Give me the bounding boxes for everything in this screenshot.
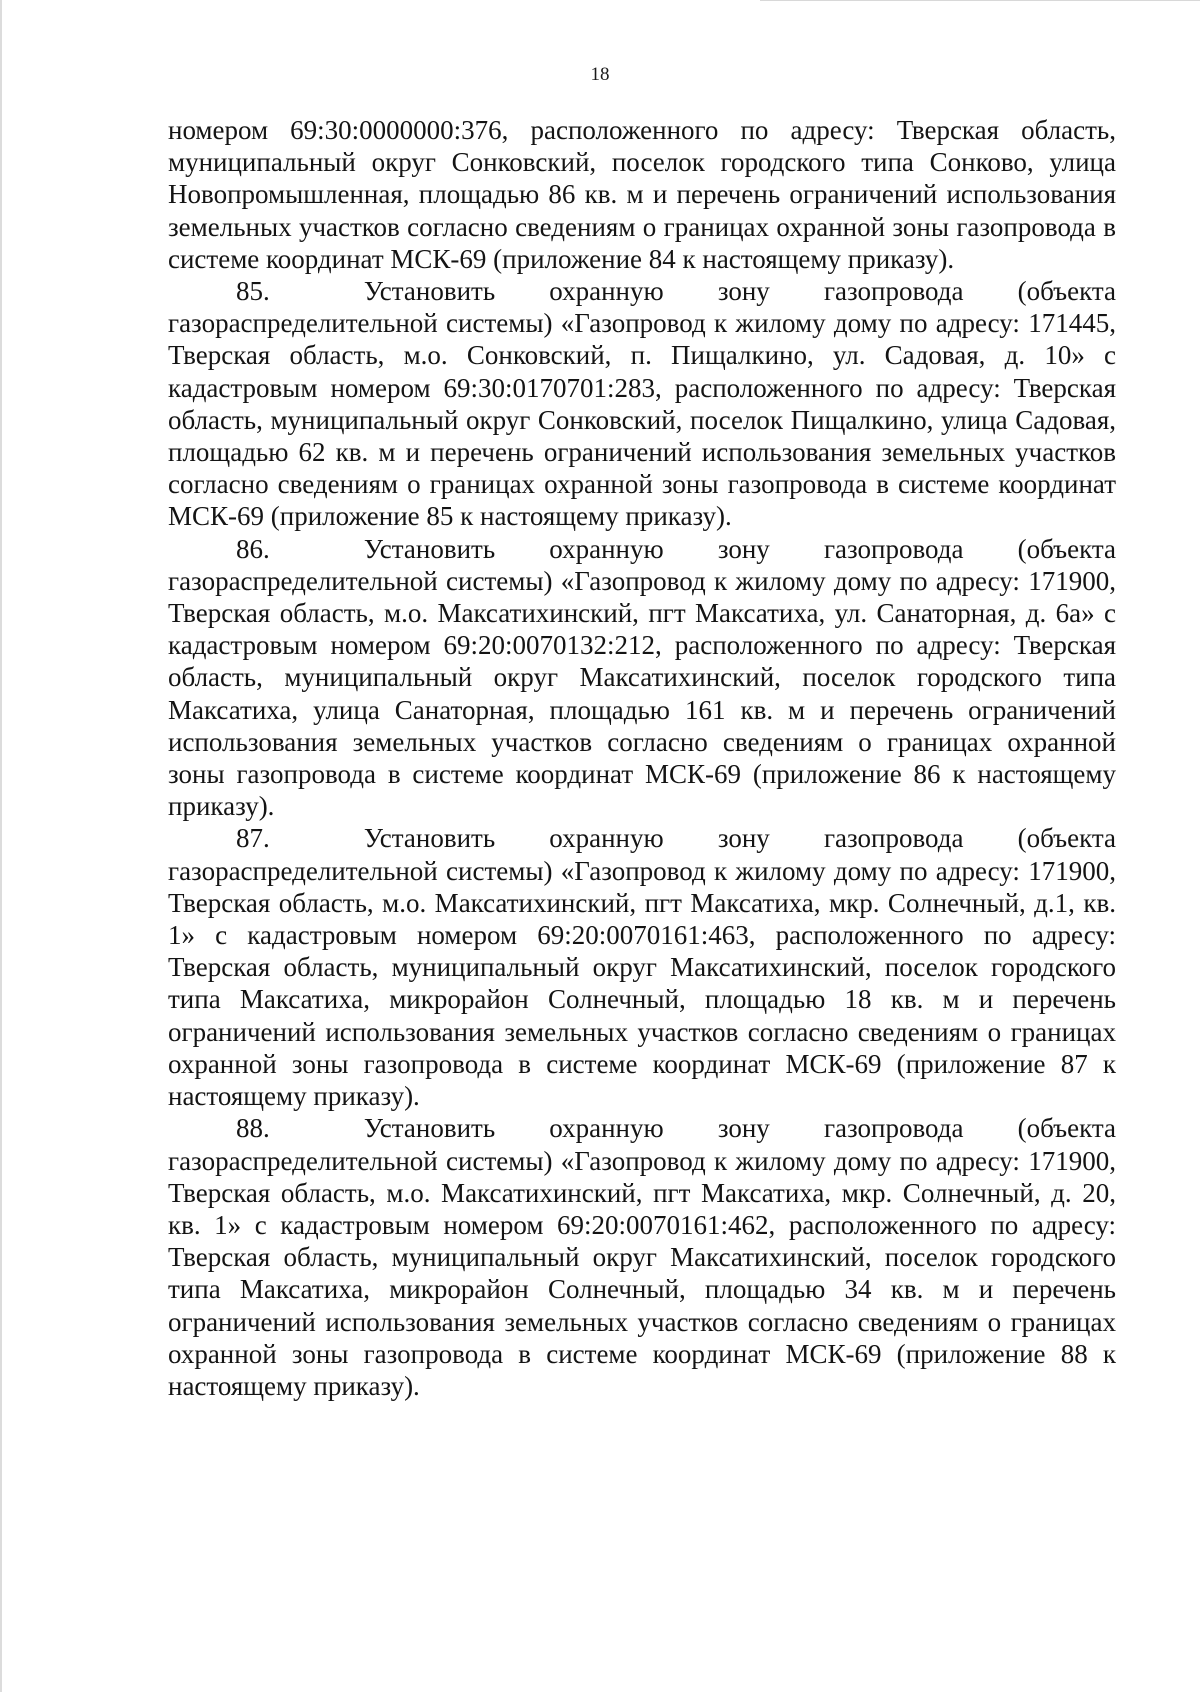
paragraph-item-86	[168, 533, 1116, 823]
item-number: 86.	[236, 533, 270, 564]
paragraph-text: Установить охранную зону газопровода (объекта газораспределительной системы) «Газопровод к жилому дому по адресу: 171900, Тверская область, м.о. Максатихинский, пгт Максатиха, мкр. Солнечный, д. 20, кв. 1» с кадастровым номером 69:20:0070161:462, расположенного по адресу: Тверская область, муниципальный округ Максатихинский, поселок городского типа Максатиха, микрорайон Солнечный, площадью 34 кв. м и перечень ограничений использования земельных участков согласно сведениям о границах охранной зоны газопровода в системе координат МСК-69 (приложение 88 к настоящему приказу).	[168, 1113, 1116, 1401]
item-number: 85.	[236, 276, 270, 307]
paragraph-text: Установить охранную зону газопровода (объекта газораспределительной системы) «Газопровод к жилому дому по адресу: 171900, Тверская область, м.о. Максатихинский, пгт Максатиха, мкр. Солнечный, д.1, кв. 1» с кадастровым номером 69:20:0070161:463, расположенного по адресу: Тверская область, муниципальный округ Максатихинский, поселок городского типа Максатиха, микрорайон Солнечный, площадью 18 кв. м и перечень ограничений использования земельных участков согласно сведениям о границах охранной зоны газопровода в системе координат МСК-69 (приложение 87 к настоящему приказу).	[168, 823, 1116, 1112]
paragraph-text: Установить охранную зону газопровода (объекта газораспределительной системы) «Газопровод к жилому дому по адресу: 171900, Тверская область, м.о. Максатихинский, пгт Максатиха, ул. Санаторная, д. 6а» с кадастровым номером 69:20:0070132:212, расположенного по адресу: Тверская область, муниципальный округ Максатихинский, поселок городского типа Максатиха, улица Санаторная, площадью 161 кв. м и перечень ограничений использования земельных участков согласно сведениям о границах охранной зоны газопровода в системе координат МСК-69 (приложение 86 к настоящему приказу).	[168, 533, 1116, 822]
item-number: 88.	[236, 1113, 270, 1144]
page-number: 18	[590, 64, 610, 85]
paragraph-text: номером 69:30:0000000:376, расположенного по адресу: Тверская область, муниципальный округ Сонковский, поселок городского типа Сонково, улица Новопромышленная, площадью 86 кв. м и перечень ограничений использования земельных участков согласно сведениям о границах охранной зоны газопровода в системе координат МСК-69 (приложение 84 к настоящему приказу).	[168, 115, 1116, 274]
paragraph-item-85	[168, 275, 1116, 533]
item-number: 87.	[236, 823, 270, 854]
paragraph-text: Установить охранную зону газопровода (объекта газораспределительной системы) «Газопровод к жилому дому по адресу: 171445, Тверская область, м.о. Сонковский, п. Пищалкино, ул. Садовая, д. 10» с кадастровым номером 69:30:0170701:283, расположенного по адресу: Тверская область, муниципальный округ Сонковский, поселок Пищалкино, улица Садовая, площадью 62 кв. м и перечень ограничений использования земельных участков согласно сведениям о границах охранной зоны газопровода в системе координат МСК-69 (приложение 85 к настоящему приказу).	[168, 276, 1116, 532]
scan-edge-top	[760, 0, 1200, 1]
document-body	[168, 114, 1116, 1402]
paragraph-continuation	[168, 114, 1116, 275]
paragraph-item-87	[168, 822, 1116, 1112]
paragraph-item-88	[168, 1112, 1116, 1402]
scan-edge-left	[0, 0, 2, 1692]
